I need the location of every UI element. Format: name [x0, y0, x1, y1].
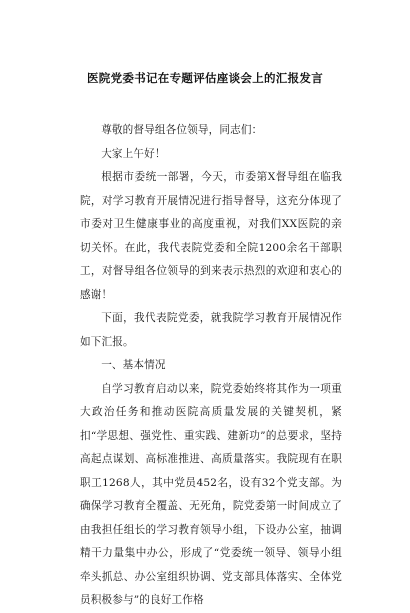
- section-heading: 一、基本情况: [101, 359, 166, 371]
- paragraph-basic-situation: 自学习教育启动以来，院党委始终将其作为一项重大政治任务和推动医院高质量发展的关键契机，紧扣“学思想、强党性、重实践、建新功”的总要求，坚持高起点谋划、高标准推进、高质量落实。我院现有在职职工1268人，其中党员452名，设有32个党支部。为确保学习教育全覆盖、无死角，院党委第一时间成立了由我担任组长的学习教育领导小组，下设办公室，抽调精干力量集中办公，形成了“党委统一领导、领导小组牵头抓总、办公室组织协调、党支部具体落实、全体党员积极参与”的良好工作格: [80, 382, 342, 606]
- paragraph-report: 下面，我代表院党委，就我院学习教育开展情况作如下汇报。: [80, 312, 342, 348]
- paragraph-intro: 根据市委统一部署，今天，市委第X督导组在临我院，对学习教育开展情况进行指导督导，这充分体现了市委对卫生健康事业的高度重视，对我们XX医院的亲切关怀。在此，我代表院党委和全院1200余名干部职工，对督导组各位领导的到来表示热烈的欢迎和衷心的感谢！: [80, 171, 342, 301]
- greeting: 大家上午好！: [101, 147, 166, 160]
- salutation: 尊敬的督导组各位领导，同志们：: [101, 124, 263, 136]
- document-title: 医院党委书记在专题评估座谈会上的汇报发言: [87, 71, 323, 85]
- document-body: [80, 119, 342, 613]
